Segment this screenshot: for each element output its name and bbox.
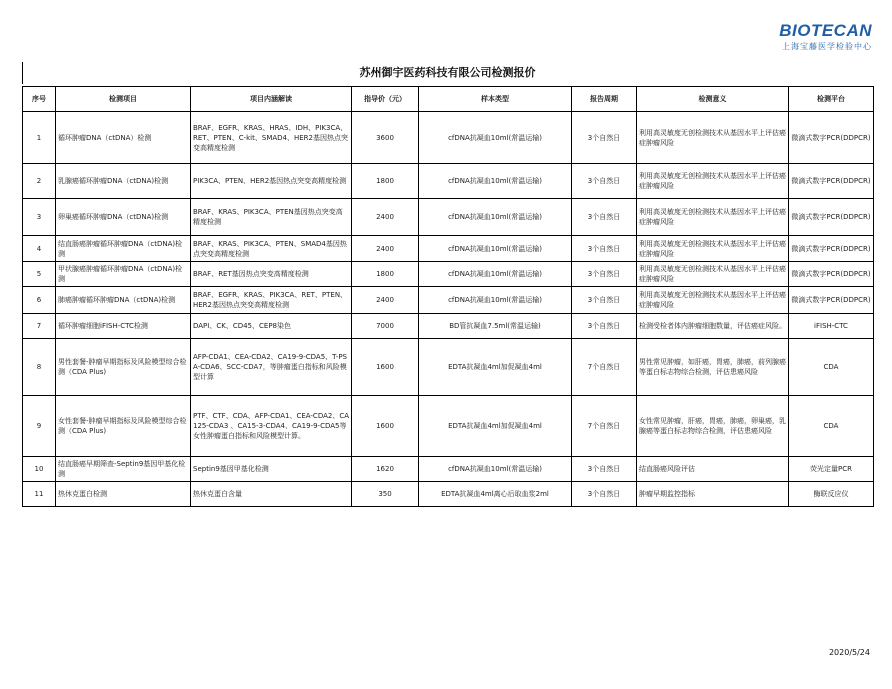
- cell-content: BRAF、RET基因热点突变高精度检测: [191, 262, 352, 287]
- cell-no: 7: [23, 314, 56, 339]
- cell-price: 3600: [352, 112, 419, 164]
- cell-price: 350: [352, 482, 419, 507]
- cell-meaning: 利用高灵敏度无创检测技术从基因水平上评估癌症肿瘤风险: [637, 112, 789, 164]
- col-header-period: 报告周期: [572, 87, 637, 112]
- cell-no: 10: [23, 457, 56, 482]
- cell-platform: 酶联反应仪: [789, 482, 874, 507]
- table-row: [23, 199, 874, 236]
- cell-no: 6: [23, 287, 56, 314]
- cell-meaning: 结直肠癌风险评估: [637, 457, 789, 482]
- cell-no: 8: [23, 339, 56, 396]
- cell-period: 3个自然日: [572, 236, 637, 262]
- logo-brand: BIOTECAN: [779, 21, 872, 40]
- cell-item: 结直肠癌肿瘤循环肿瘤DNA（ctDNA)检测: [56, 236, 191, 262]
- cell-period: 3个自然日: [572, 314, 637, 339]
- cell-period: 3个自然日: [572, 199, 637, 236]
- cell-meaning: 检测受检者体内肿瘤细胞数量，评估癌症风险。: [637, 314, 789, 339]
- cell-item: 女性套餐-肿瘤早期指标及风险模型综合检测（CDA Plus): [56, 396, 191, 457]
- cell-item: 甲状腺癌肿瘤循环肿瘤DNA（ctDNA)检测: [56, 262, 191, 287]
- cell-platform: 微滴式数字PCR(DDPCR): [789, 287, 874, 314]
- col-header-content: 项目内涵解读: [191, 87, 352, 112]
- cell-meaning: 利用高灵敏度无创检测技术从基因水平上评估癌症肿瘤风险: [637, 164, 789, 199]
- cell-no: 11: [23, 482, 56, 507]
- cell-period: 7个自然日: [572, 339, 637, 396]
- cell-sample: EDTA抗凝血4ml加促凝血4ml: [419, 339, 572, 396]
- cell-content: PTF、CTF、CDA、AFP-CDA1、CEA-CDA2、CA125-CDA3 、CA15-3-CDA4、CA19-9-CDA5等女性肿瘤蛋白指标和风险模型计算。: [191, 396, 352, 457]
- cell-content: AFP-CDA1、CEA-CDA2、CA19-9-CDA5、T-PSA-CDA6、SCC-CDA7，等肿瘤蛋白指标和风险模型计算: [191, 339, 352, 396]
- cell-platform: CDA: [789, 396, 874, 457]
- sheet-title: 苏州御宇医药科技有限公司检测报价: [359, 66, 536, 79]
- price-table: [22, 86, 874, 507]
- cell-price: 1800: [352, 164, 419, 199]
- col-header-sample: 样本类型: [419, 87, 572, 112]
- cell-item: 乳腺癌循环肿瘤DNA（ctDNA)检测: [56, 164, 191, 199]
- cell-no: 1: [23, 112, 56, 164]
- cell-content: BRAF、KRAS、PIK3CA、PTEN、SMAD4基因热点突变高精度检测: [191, 236, 352, 262]
- logo-subtitle: 上海宝藤医学检验中心: [782, 42, 872, 51]
- cell-item: 男性套餐-肿瘤早期指标及风险模型综合检测（CDA Plus): [56, 339, 191, 396]
- table-row: [23, 262, 874, 287]
- col-header-item: 检测项目: [56, 87, 191, 112]
- cell-price: 7000: [352, 314, 419, 339]
- cell-meaning: 男性常见肿瘤，如肝癌，胃癌，肺癌，前列腺癌等蛋白标志物综合检测，评估患癌风险: [637, 339, 789, 396]
- table-row: [23, 287, 874, 314]
- col-header-meaning: 检测意义: [637, 87, 789, 112]
- cell-platform: 微滴式数字PCR(DDPCR): [789, 262, 874, 287]
- cell-sample: cfDNA抗凝血10ml(常温运输): [419, 236, 572, 262]
- cell-content: DAPI、CK、CD45、CEP8染色: [191, 314, 352, 339]
- cell-meaning: 女性常见肿瘤，肝癌，胃癌，肺癌，卵巢癌，乳腺癌等蛋白标志物综合检测，评估患癌风险: [637, 396, 789, 457]
- col-header-no: 序号: [23, 87, 56, 112]
- cell-meaning: 利用高灵敏度无创检测技术从基因水平上评估癌症肿瘤风险: [637, 199, 789, 236]
- table-header-row: [23, 87, 874, 112]
- cell-sample: EDTA抗凝血4ml加促凝血4ml: [419, 396, 572, 457]
- cell-sample: cfDNA抗凝血10ml(常温运输): [419, 287, 572, 314]
- cell-period: 3个自然日: [572, 164, 637, 199]
- cell-price: 1600: [352, 396, 419, 457]
- cell-price: 2400: [352, 236, 419, 262]
- cell-platform: CDA: [789, 339, 874, 396]
- cell-no: 5: [23, 262, 56, 287]
- cell-period: 3个自然日: [572, 287, 637, 314]
- table-row: [23, 339, 874, 396]
- cell-price: 1620: [352, 457, 419, 482]
- table-row: [23, 236, 874, 262]
- table-row: [23, 314, 874, 339]
- cell-platform: 微滴式数字PCR(DDPCR): [789, 164, 874, 199]
- cell-content: BRAF、EGFR、KRAS、PIK3CA、RET、PTEN、HER2基因热点突变高精度检测: [191, 287, 352, 314]
- cell-platform: 微滴式数字PCR(DDPCR): [789, 236, 874, 262]
- cell-content: Septin9基因甲基化检测: [191, 457, 352, 482]
- report-date: 2020/5/24: [828, 648, 870, 657]
- cell-sample: EDTA抗凝血4ml离心后取血浆2ml: [419, 482, 572, 507]
- cell-content: 热休克蛋白含量: [191, 482, 352, 507]
- cell-item: 卵巢癌循环肿瘤DNA（ctDNA)检测: [56, 199, 191, 236]
- cell-content: BRAF、EGFR、KRAS、HRAS、IDH、PIK3CA、RET、PTEN、C-kit、SMAD4、HER2基因热点突变高精度检测: [191, 112, 352, 164]
- cell-meaning: 利用高灵敏度无创检测技术从基因水平上评估癌症肿瘤风险: [637, 236, 789, 262]
- cell-content: BRAF、KRAS、PIK3CA、PTEN基因热点突变高精度检测: [191, 199, 352, 236]
- table-row: [23, 112, 874, 164]
- cell-no: 4: [23, 236, 56, 262]
- cell-platform: 微滴式数字PCR(DDPCR): [789, 199, 874, 236]
- cell-period: 3个自然日: [572, 262, 637, 287]
- company-logo: [779, 22, 872, 52]
- table-row: [23, 396, 874, 457]
- cell-content: PIK3CA、PTEN、HER2基因热点突变高精度检测: [191, 164, 352, 199]
- cell-item: 循环肿瘤细胞iFISH-CTC检测: [56, 314, 191, 339]
- cell-no: 3: [23, 199, 56, 236]
- cell-item: 热休克蛋白检测: [56, 482, 191, 507]
- cell-platform: 微滴式数字PCR(DDPCR): [789, 112, 874, 164]
- cell-price: 1600: [352, 339, 419, 396]
- cell-period: 3个自然日: [572, 457, 637, 482]
- cell-meaning: 利用高灵敏度无创检测技术从基因水平上评估癌症肿瘤风险: [637, 287, 789, 314]
- cell-item: 肺癌肿瘤循环肿瘤DNA（ctDNA)检测: [56, 287, 191, 314]
- table-row: [23, 482, 874, 507]
- cell-platform: 荧光定量PCR: [789, 457, 874, 482]
- cell-meaning: 利用高灵敏度无创检测技术从基因水平上评估癌症肿瘤风险: [637, 262, 789, 287]
- cell-no: 9: [23, 396, 56, 457]
- cell-platform: iFISH-CTC: [789, 314, 874, 339]
- cell-meaning: 肿瘤早期监控指标: [637, 482, 789, 507]
- cell-period: 3个自然日: [572, 482, 637, 507]
- cell-sample: cfDNA抗凝血10ml(常温运输): [419, 164, 572, 199]
- cell-price: 2400: [352, 199, 419, 236]
- cell-price: 1800: [352, 262, 419, 287]
- col-header-platform: 检测平台: [789, 87, 874, 112]
- cell-item: 循环肿瘤DNA（ctDNA）检测: [56, 112, 191, 164]
- cell-no: 2: [23, 164, 56, 199]
- cell-period: 3个自然日: [572, 112, 637, 164]
- cell-period: 7个自然日: [572, 396, 637, 457]
- table-row: [23, 164, 874, 199]
- col-header-price: 指导价（元）: [352, 87, 419, 112]
- table-row: [23, 457, 874, 482]
- cell-price: 2400: [352, 287, 419, 314]
- cell-sample: cfDNA抗凝血10ml(常温运输): [419, 457, 572, 482]
- cell-sample: BD管抗凝血7.5ml(常温运输): [419, 314, 572, 339]
- cell-sample: cfDNA抗凝血10ml(常温运输): [419, 262, 572, 287]
- cell-sample: cfDNA抗凝血10ml(常温运输): [419, 199, 572, 236]
- cell-sample: cfDNA抗凝血10ml(常温运输): [419, 112, 572, 164]
- cell-item: 结直肠癌早期筛查-Septin9基因甲基化检测: [56, 457, 191, 482]
